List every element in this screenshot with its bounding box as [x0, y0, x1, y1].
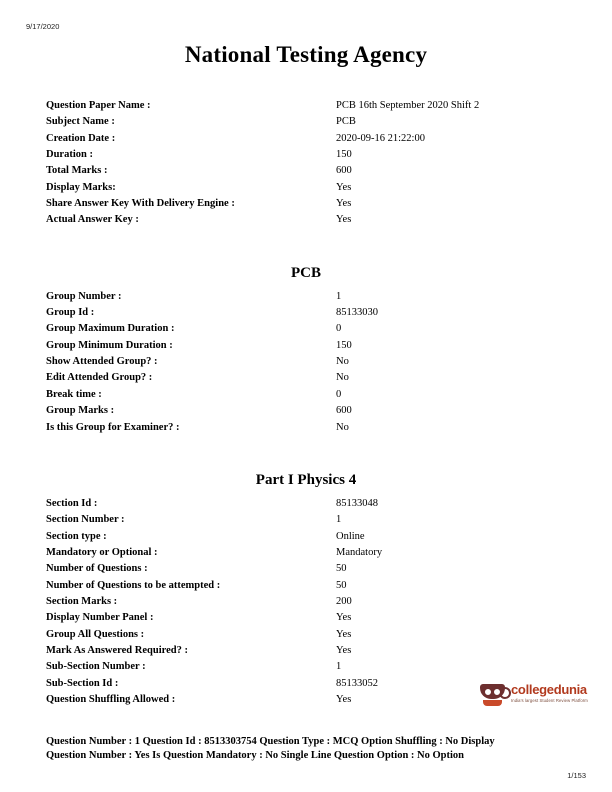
- eye-left-icon: [484, 688, 492, 696]
- row-label: Section Id :: [46, 497, 98, 509]
- table-row: [46, 307, 566, 323]
- table-row: [46, 133, 566, 149]
- row-value: 150: [336, 149, 352, 161]
- table-row: [46, 340, 566, 356]
- row-value: 1: [336, 661, 342, 673]
- row-value: 50: [336, 579, 347, 591]
- watermark-tagline: India's largest Student Review Platform: [511, 698, 588, 703]
- table-row: [46, 291, 566, 307]
- row-label: Number of Questions to be attempted :: [46, 579, 221, 591]
- row-value: Yes: [336, 644, 352, 656]
- row-value: 0: [336, 388, 342, 400]
- row-label: Subject Name :: [46, 116, 115, 128]
- row-value: Yes: [336, 214, 352, 226]
- row-label: Section Marks :: [46, 595, 118, 607]
- row-label: Is this Group for Examiner? :: [46, 421, 180, 433]
- row-label: Duration :: [46, 149, 93, 161]
- row-label: Sub-Section Id :: [46, 677, 119, 689]
- table-row: [46, 356, 566, 372]
- row-value: No: [336, 421, 349, 433]
- table-row: [46, 116, 566, 132]
- table-row: [46, 563, 566, 579]
- row-value: 1: [336, 290, 342, 302]
- row-value: Yes: [336, 628, 352, 640]
- table-row: [46, 149, 566, 165]
- row-value: No: [336, 372, 349, 384]
- row-value: Online: [336, 530, 365, 542]
- row-value: 85133052: [336, 677, 378, 689]
- spacer: [46, 489, 566, 498]
- table-row: [46, 596, 566, 612]
- row-value: 1: [336, 514, 342, 526]
- spacer: [46, 438, 566, 472]
- eye-right-icon: [493, 688, 501, 696]
- row-value: Yes: [336, 693, 352, 705]
- table-row: [46, 372, 566, 388]
- row-label: Edit Attended Group? :: [46, 372, 153, 384]
- page-title: National Testing Agency: [184, 42, 428, 67]
- row-label: Total Marks :: [46, 165, 108, 177]
- row-value: Yes: [336, 181, 352, 193]
- table-row: [46, 198, 566, 214]
- row-label: Group Marks :: [46, 405, 115, 417]
- row-label: Group Id :: [46, 307, 95, 319]
- table-row: [46, 547, 566, 563]
- page-number: 1/153: [567, 771, 586, 780]
- watermark-brand: collegedunia: [511, 682, 587, 697]
- group-section-heading: PCB: [291, 264, 321, 281]
- group-info-table: [46, 291, 566, 438]
- row-label: Mark As Answered Required? :: [46, 644, 188, 656]
- table-row: [46, 100, 566, 116]
- table-row: [46, 422, 566, 438]
- table-row: [46, 214, 566, 230]
- row-value: 2020-09-16 21:22:00: [336, 132, 425, 144]
- date-stamp: 9/17/2020: [26, 22, 60, 31]
- row-value: 85133030: [336, 307, 378, 319]
- row-label: Group Minimum Duration :: [46, 339, 173, 351]
- row-label: Group Number :: [46, 290, 122, 302]
- row-label: Group Maximum Duration :: [46, 323, 175, 335]
- row-label: Display Marks:: [46, 181, 116, 193]
- row-label: Display Number Panel :: [46, 612, 154, 624]
- table-row: [46, 498, 566, 514]
- row-value: 85133048: [336, 497, 378, 509]
- cup-base-icon: [483, 700, 502, 706]
- row-value: No: [336, 356, 349, 368]
- row-label: Creation Date :: [46, 132, 116, 144]
- table-row: [46, 514, 566, 530]
- table-row: [46, 165, 566, 181]
- row-label: Section Number :: [46, 514, 125, 526]
- question-metadata-line-1: Question Number : 1 Question Id : 8513303754 Question Type : MCQ Option Shuffling : No Display: [46, 736, 495, 747]
- row-label: Number of Questions :: [46, 563, 148, 575]
- table-row: [46, 182, 566, 198]
- row-label: Question Paper Name :: [46, 100, 151, 111]
- row-label: Show Attended Group? :: [46, 356, 158, 368]
- row-value: 600: [336, 165, 352, 177]
- part-section-heading: Part I Physics 4: [255, 471, 357, 488]
- row-label: Sub-Section Number :: [46, 661, 146, 673]
- row-label: Share Answer Key With Delivery Engine :: [46, 198, 235, 210]
- row-value: Yes: [336, 198, 352, 210]
- row-label: Section type :: [46, 530, 107, 542]
- row-label: Break time :: [46, 388, 102, 400]
- table-row: [46, 629, 566, 645]
- paper-info-table: [46, 100, 566, 231]
- table-row: [46, 389, 566, 405]
- row-label: Mandatory or Optional :: [46, 546, 158, 558]
- table-row: [46, 612, 566, 628]
- table-row: [46, 531, 566, 547]
- row-value: 0: [336, 323, 342, 335]
- question-metadata-line-2: Question Number : Yes Is Question Mandatory : No Single Line Question Option : No Option: [46, 750, 465, 762]
- collegedunia-logo-icon: [478, 680, 508, 710]
- table-row: [46, 580, 566, 596]
- row-label: Actual Answer Key :: [46, 214, 139, 226]
- row-value: 150: [336, 339, 352, 351]
- table-row: [46, 661, 566, 677]
- question-metadata-block: [46, 735, 586, 763]
- collegedunia-watermark: [478, 678, 596, 714]
- spacer: [46, 231, 566, 265]
- document-content: [46, 100, 566, 710]
- row-value: PCB: [336, 116, 356, 128]
- row-value: Mandatory: [336, 546, 383, 558]
- row-value: 50: [336, 563, 347, 575]
- row-value: Yes: [336, 612, 352, 624]
- row-value: 200: [336, 595, 352, 607]
- table-row: [46, 405, 566, 421]
- row-value: PCB 16th September 2020 Shift 2: [336, 100, 480, 111]
- spacer: [46, 282, 566, 291]
- table-row: [46, 645, 566, 661]
- row-label: Group All Questions :: [46, 628, 145, 640]
- row-value: 600: [336, 405, 352, 417]
- row-label: Question Shuffling Allowed :: [46, 693, 176, 705]
- table-row: [46, 323, 566, 339]
